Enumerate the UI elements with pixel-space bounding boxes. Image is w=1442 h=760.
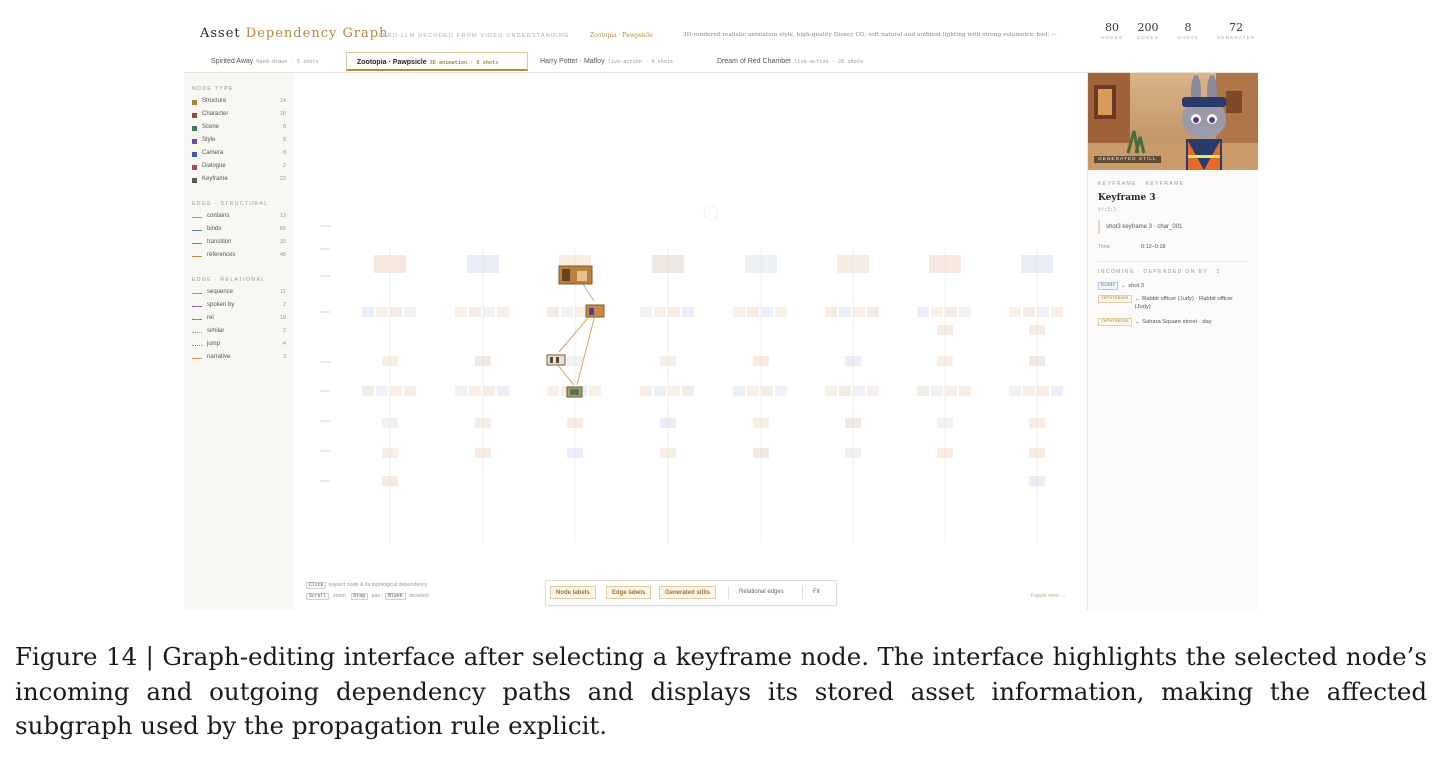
faded-thumbnail[interactable] [469, 307, 481, 317]
legend-row-dialogue[interactable] [192, 163, 286, 173]
incoming-heading: INCOMING · DEPENDED ON BY · 3 [1098, 269, 1221, 275]
edge-swatch [192, 306, 202, 307]
stat-value: 8 [1184, 21, 1192, 34]
node-swatch [192, 113, 197, 118]
incoming-dependency[interactable] [1098, 295, 1253, 311]
legend-row-spoken-by[interactable] [192, 302, 286, 312]
faded-thumbnail[interactable] [1023, 386, 1035, 396]
faded-thumbnail[interactable] [945, 386, 957, 396]
node-swatch [192, 165, 197, 170]
faded-thumbnail[interactable] [382, 356, 398, 366]
legend-count: 8 [282, 124, 286, 130]
faded-thumbnail[interactable] [845, 356, 861, 366]
faded-thumbnail[interactable] [747, 307, 759, 317]
tab-spirited-away[interactable] [201, 52, 329, 71]
legend-name: sequence [207, 289, 234, 295]
legend-row-transition[interactable] [192, 239, 286, 249]
faded-thumbnail[interactable] [567, 356, 583, 366]
tab-meta: hand-drawn · 5 shots [256, 59, 319, 65]
fit-button[interactable]: Fit [813, 589, 820, 595]
stat-value: 200 [1137, 21, 1159, 34]
hint-pan-text: pan · [371, 593, 384, 599]
faded-thumbnail[interactable] [497, 386, 509, 396]
faded-thumbnail[interactable] [825, 307, 837, 317]
faded-thumbnail[interactable] [390, 386, 402, 396]
faded-thumbnail[interactable] [733, 307, 745, 317]
faded-thumbnail[interactable] [839, 386, 851, 396]
node-swatch [192, 100, 197, 105]
faded-thumbnail[interactable] [775, 386, 787, 396]
faded-thumbnail[interactable] [660, 418, 676, 428]
dependency-text: ← Sahara Square street · day [1134, 319, 1212, 325]
faded-thumbnail[interactable] [382, 476, 398, 486]
faded-thumbnail[interactable] [937, 418, 953, 428]
hint-deselect-text: deselect [409, 593, 429, 599]
node-swatch [192, 139, 197, 144]
faded-thumbnail[interactable] [547, 386, 559, 396]
faded-thumbnail[interactable] [475, 448, 491, 458]
faded-thumbnail[interactable] [475, 356, 491, 366]
edge-swatch [192, 319, 202, 320]
legend-count: 8 [282, 150, 286, 156]
title-part-a: Asset [200, 26, 241, 41]
faded-thumbnail[interactable] [1051, 386, 1063, 396]
header-separator: · [671, 32, 673, 38]
kbd-drag: Drag [351, 593, 369, 600]
edge-swatch [192, 293, 202, 294]
stat-value: 80 [1105, 21, 1119, 34]
highlight-edge-references[interactable] [556, 363, 574, 385]
structural-edge-heading: EDGE · STRUCTURAL [192, 201, 269, 207]
row-tick [320, 361, 330, 363]
faded-thumbnail[interactable] [753, 356, 769, 366]
legend-name: transition [207, 239, 232, 245]
legend-count: 13 [279, 213, 286, 219]
graph-svg[interactable] [294, 73, 1087, 610]
faded-thumbnail[interactable] [362, 307, 374, 317]
faded-thumbnail[interactable] [1029, 448, 1045, 458]
faded-thumbnail[interactable] [640, 307, 652, 317]
faded-thumbnail[interactable] [483, 386, 495, 396]
stat-label: SHOTS [1177, 36, 1199, 41]
node-id: kf:3:3 [1098, 207, 1117, 213]
node-thumb-detail [589, 308, 594, 315]
figure-caption: Figure 14 | Graph-editing interface after selecting a keyframe node. The interface highlights the selected node’s incoming and outgoing dependency paths and displays its stored asset information, making the affected subgraph used by the propagation rule explicit. [15, 642, 1427, 740]
node-thumb-detail [577, 271, 587, 281]
stat-edges [1126, 21, 1170, 41]
row-tick [320, 420, 330, 422]
tab-label: Harry Potter · Malfoy [540, 58, 605, 65]
legend-row-jump[interactable] [192, 341, 286, 351]
faded-thumbnail[interactable] [567, 448, 583, 458]
faded-thumbnail[interactable] [931, 307, 943, 317]
legend-name: Structure [202, 98, 227, 104]
faded-thumbnail[interactable] [845, 418, 861, 428]
faded-thumbnail[interactable] [404, 307, 416, 317]
hint-click-text: inspect node & its topological dependency [328, 582, 428, 588]
faded-thumbnail[interactable] [382, 448, 398, 458]
stat-label: NODES [1100, 36, 1124, 41]
edge-swatch [192, 345, 202, 346]
faded-thumbnail[interactable] [362, 386, 374, 396]
faded-thumbnail[interactable] [761, 307, 773, 317]
legend-count: 48 [279, 252, 286, 258]
faded-thumbnail[interactable] [483, 307, 495, 317]
faded-thumbnail[interactable] [853, 386, 865, 396]
faded-thumbnail[interactable] [1009, 386, 1021, 396]
legend-count: 3 [282, 354, 286, 360]
faded-thumbnail[interactable] [660, 448, 676, 458]
faded-thumbnail[interactable] [376, 307, 388, 317]
faded-thumbnail[interactable] [1023, 307, 1035, 317]
faded-thumbnail[interactable] [567, 418, 583, 428]
legend-name: Dialogue [202, 163, 226, 169]
node-thumb-detail [562, 269, 570, 281]
legend-count: 11 [280, 289, 286, 295]
legend-row-sequence[interactable] [192, 289, 286, 299]
faded-thumbnail[interactable] [467, 255, 499, 273]
faded-thumbnail[interactable] [867, 386, 879, 396]
style-description: 3D-rendered realistic animation style, high-quality Disney CG; soft natural and ambient lighting with strong volumetric feel; — [683, 32, 1057, 38]
faded-thumbnail[interactable] [374, 255, 406, 273]
legend-sidebar [184, 73, 295, 610]
row-tick [320, 390, 330, 392]
edge-tag-references: references [1098, 295, 1132, 303]
legend-row-similar[interactable] [192, 328, 286, 338]
node-thumb-detail [550, 357, 553, 363]
node-labels-toggle[interactable]: Node labels [550, 586, 596, 599]
faded-thumbnail[interactable] [640, 386, 652, 396]
faded-thumbnail[interactable] [497, 307, 509, 317]
faded-thumbnail[interactable] [654, 386, 666, 396]
row-tick [320, 248, 330, 250]
stat-value: 72 [1229, 21, 1243, 34]
tab-meta: live-action · 9 shots [607, 59, 674, 65]
node-breadcrumb: KEYFRAME · KEYFRAME [1098, 181, 1185, 187]
edge-swatch [192, 256, 202, 257]
row-tick [320, 450, 330, 452]
edge-tag-references: references [1098, 318, 1132, 326]
relational-edge-heading: EDGE · RELATIONAL [192, 277, 266, 283]
hint-zoom-text: zoom · [332, 593, 350, 599]
faded-thumbnail[interactable] [761, 386, 773, 396]
legend-name: Scene [202, 124, 220, 130]
toolbar-divider [728, 586, 729, 599]
legend-name: Keyframe [202, 176, 228, 182]
faded-thumbnail[interactable] [747, 386, 759, 396]
time-key: Time [1098, 244, 1111, 250]
project-tabs [184, 52, 1258, 73]
relational-edges-toggle[interactable]: Relational edges [739, 589, 784, 595]
legend-name: contains [207, 213, 230, 219]
node-description: shot3 keyframe 3 · char_001 [1098, 220, 1182, 234]
faded-thumbnail[interactable] [1009, 307, 1021, 317]
legend-row-narrative[interactable] [192, 354, 286, 364]
faded-thumbnail[interactable] [682, 307, 694, 317]
faded-thumbnail[interactable] [945, 307, 957, 317]
faded-thumbnail[interactable] [733, 386, 745, 396]
edge-swatch [192, 332, 202, 333]
kbd-scroll: Scroll [306, 593, 329, 600]
tab-meta: 3D animation · 8 shots [429, 60, 499, 66]
legend-count: 2 [282, 163, 286, 169]
toolbar-divider [802, 586, 803, 599]
incoming-dependency[interactable] [1098, 282, 1253, 290]
faded-thumbnail[interactable] [668, 386, 680, 396]
tab-label: Dream of Red Chamber [717, 58, 792, 65]
legend-row-character[interactable] [192, 111, 286, 121]
node-thumb-detail [570, 389, 579, 395]
app-title [200, 26, 389, 41]
node-swatch [192, 126, 197, 131]
legend-count: 2 [282, 302, 286, 308]
faded-thumbnail[interactable] [753, 448, 769, 458]
legend-name: spoken by [207, 302, 235, 308]
faded-thumbnail[interactable] [917, 386, 929, 396]
legend-count: 8 [282, 137, 286, 143]
edge-swatch [192, 243, 202, 244]
faded-thumbnail[interactable] [455, 307, 467, 317]
row-tick [320, 275, 330, 277]
legend-count: 18 [279, 315, 286, 321]
current-project: Zootopia · Pawpsicle [590, 32, 653, 39]
edge-swatch [192, 217, 202, 218]
inspector-panel [1087, 73, 1258, 610]
legend-row-scene[interactable] [192, 124, 286, 134]
tab-label: Zootopia · Pawpsicle [357, 59, 427, 66]
stat-generated [1214, 21, 1258, 41]
faded-thumbnail[interactable] [475, 418, 491, 428]
faded-thumbnail[interactable] [547, 307, 559, 317]
legend-count: 2 [282, 328, 286, 334]
time-value: 0:12–0:18 [1141, 244, 1166, 250]
legend-name: binds [207, 226, 222, 232]
app-subtitle: ZERO-LLM DECODED FROM VIDEO UNDERSTANDING [378, 33, 570, 39]
faded-thumbnail[interactable] [937, 448, 953, 458]
legend-count: 4 [282, 341, 286, 347]
faded-thumbnail[interactable] [853, 307, 865, 317]
faded-thumbnail[interactable] [1029, 356, 1045, 366]
node-swatch [192, 178, 197, 183]
faded-thumbnail[interactable] [959, 386, 971, 396]
legend-row-style[interactable] [192, 137, 286, 147]
legend-count: 22 [279, 176, 286, 182]
incoming-dependency[interactable] [1098, 318, 1253, 326]
faded-thumbnail[interactable] [660, 356, 676, 366]
faded-thumbnail[interactable] [839, 307, 851, 317]
graph-editor-app [184, 10, 1258, 610]
legend-name: Style [202, 137, 216, 143]
generated-stills-toggle[interactable]: Generated stills [659, 586, 716, 599]
faded-thumbnail[interactable] [1051, 307, 1063, 317]
kbd-click: Click [306, 582, 326, 589]
legend-row-camera[interactable] [192, 150, 286, 160]
legend-name: jump [207, 341, 221, 347]
generated-still-image [1088, 73, 1258, 170]
faded-node [704, 206, 718, 220]
faded-thumbnail[interactable] [469, 386, 481, 396]
faded-thumbnail[interactable] [390, 307, 402, 317]
faded-thumbnail[interactable] [867, 307, 879, 317]
faded-thumbnail[interactable] [561, 307, 573, 317]
node-title: Keyframe 3 [1098, 193, 1156, 203]
kbd-blank: Blank [385, 593, 405, 600]
faded-thumbnail[interactable] [1037, 307, 1049, 317]
hint-navigation [306, 593, 429, 600]
legend-name: rel [207, 315, 214, 321]
faded-thumbnail[interactable] [376, 386, 388, 396]
legend-row-contains[interactable] [192, 213, 286, 223]
faded-thumbnail[interactable] [837, 255, 869, 273]
faded-thumbnail[interactable] [929, 255, 961, 273]
legend-name: Camera [202, 150, 224, 156]
tab-zootopia[interactable] [346, 52, 528, 71]
title-part-b: Dependency Graph [245, 26, 389, 41]
legend-row-references[interactable] [192, 252, 286, 262]
hint-click [306, 582, 427, 589]
legend-name: narrative [207, 354, 231, 360]
node-thumb-detail [556, 357, 559, 363]
legend-name: similar [207, 328, 225, 334]
faded-thumbnail[interactable] [745, 255, 777, 273]
dependency-text: ← shot 3 [1120, 283, 1145, 289]
faded-thumbnail[interactable] [682, 386, 694, 396]
edge-labels-toggle[interactable]: Edge labels [606, 586, 651, 599]
faded-thumbnail[interactable] [654, 307, 666, 317]
faded-thumbnail[interactable] [382, 418, 398, 428]
faded-thumbnail[interactable] [1029, 418, 1045, 428]
tab-dream-of-red-chamber[interactable] [707, 52, 873, 71]
edge-tag-binds: binds [1098, 282, 1118, 290]
panel-divider [1098, 261, 1248, 262]
faded-thumbnail[interactable] [1021, 255, 1053, 273]
faded-thumbnail[interactable] [589, 386, 601, 396]
faded-thumbnail[interactable] [931, 386, 943, 396]
legend-count: 66 [279, 226, 286, 232]
edge-swatch [192, 230, 202, 231]
faded-thumbnail[interactable] [1029, 476, 1045, 486]
view-toolbar [545, 580, 837, 606]
figure-view-link[interactable]: Figure view → [1031, 593, 1067, 599]
faded-thumbnail[interactable] [937, 356, 953, 366]
faded-thumbnail[interactable] [845, 448, 861, 458]
faded-thumbnail[interactable] [753, 418, 769, 428]
faded-thumbnail[interactable] [937, 325, 953, 335]
faded-thumbnail[interactable] [1037, 386, 1049, 396]
legend-row-rel[interactable] [192, 315, 286, 325]
selected-keyframe-node[interactable] [586, 305, 604, 317]
legend-name: references [207, 252, 236, 258]
faded-thumbnail[interactable] [1029, 325, 1045, 335]
legend-row-structure[interactable] [192, 98, 286, 108]
legend-count: 33 [279, 239, 286, 245]
stat-shots [1166, 21, 1210, 41]
tab-label: Spirited Away [211, 58, 254, 65]
stat-label: GENERATED [1216, 36, 1256, 41]
row-tick [320, 311, 330, 313]
still-badge: GENERATED STILL [1094, 156, 1161, 163]
highlight-edge-references[interactable] [577, 311, 596, 385]
row-tick [320, 480, 330, 482]
legend-name: Character [202, 111, 229, 117]
faded-thumbnail[interactable] [775, 307, 787, 317]
tab-meta: live-action · 20 shots [794, 59, 864, 65]
stat-label: EDGES [1137, 36, 1159, 41]
legend-count: 18 [279, 111, 286, 117]
faded-thumbnail[interactable] [575, 307, 587, 317]
node-type-heading: NODE TYPE [192, 86, 234, 92]
faded-thumbnail[interactable] [652, 255, 684, 273]
edge-swatch [192, 358, 202, 359]
faded-thumbnail[interactable] [455, 386, 467, 396]
app-header [184, 10, 1258, 54]
legend-row-keyframe[interactable] [192, 176, 286, 186]
faded-thumbnail[interactable] [668, 307, 680, 317]
faded-thumbnail[interactable] [917, 307, 929, 317]
faded-thumbnail[interactable] [825, 386, 837, 396]
node-swatch [192, 152, 197, 157]
faded-thumbnail[interactable] [959, 307, 971, 317]
row-tick [320, 225, 330, 227]
legend-row-binds[interactable] [192, 226, 286, 236]
tab-harry-potter[interactable] [530, 52, 683, 71]
faded-thumbnail[interactable] [404, 386, 416, 396]
legend-count: 14 [279, 98, 286, 104]
graph-canvas[interactable] [294, 73, 1087, 610]
dependency-text: ← Rabbit officer (Judy) · Rabbit officer (Judy) [1134, 296, 1234, 310]
